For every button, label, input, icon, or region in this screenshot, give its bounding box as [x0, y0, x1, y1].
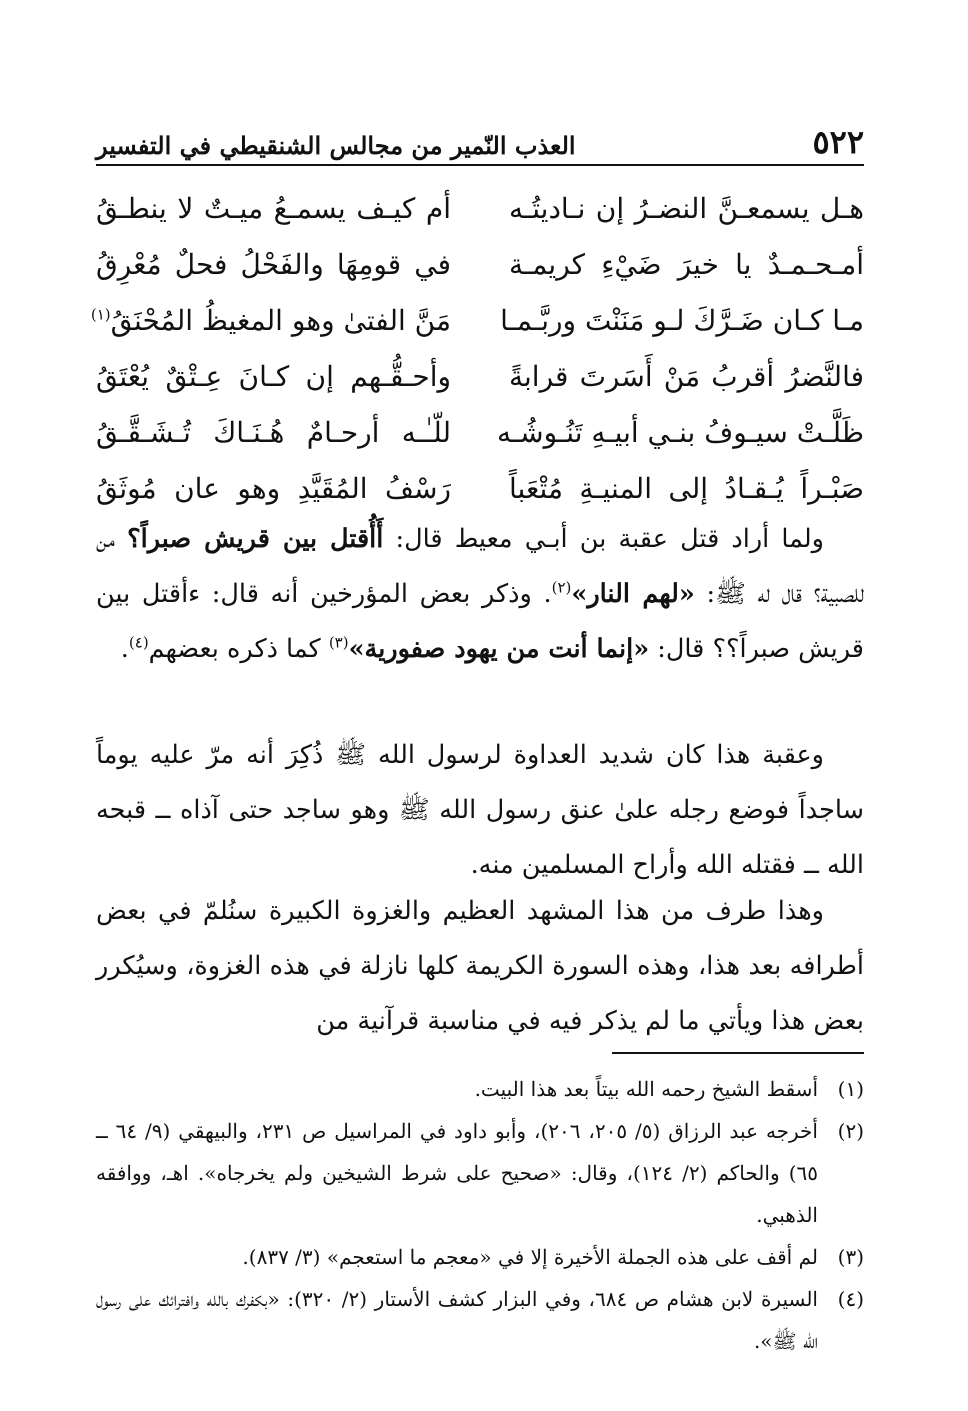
verse-second-hemistich: رَسْفُ المُقَيَّدِ وهو عان مُوثَقُ	[96, 471, 451, 505]
paragraph-text: .	[120, 634, 129, 664]
paragraph-text: وهذا طرف من هذا المشهد العظيم والغزوة الكبيرة سنُلمّ في بعض أطرافه بعد هذا، وهذه السورة الكريمة كلها نازلة في هذه الغزوة، وسيُكرر بعض هذا ويأتي ما لم يذكر فيه في مناسبة قرآنية من	[96, 896, 864, 1036]
verse-second-hemistich: في قومِهَا والفَحْلُ فحلٌ مُعْرِقُ	[96, 247, 451, 281]
footnote	[96, 1236, 864, 1278]
footnote-text: أسقط الشيخ رحمه الله بيتاً بعد هذا البيت.	[474, 1077, 818, 1101]
paragraph-text: وعقبة هذا كان شديد العداوة لرسول الله ﷺ ذُكِرَ أنه مرّ عليه يوماً ساجداً فوضع رجله علىٰ عنق رسول الله ﷺ وهو ساجد حتى آذاه ــ قبحه الله ــ فقتله الله وأراح المسلمين منه.	[96, 740, 864, 880]
paragraph-text: . وذكر بعض المؤرخين أنه قال: ءأقتل بين قريش صبراً؟؟ قال:	[96, 579, 864, 664]
verse-first-hemistich: أمـحـمـدٌ يا خيرَ ضَيْءِ كريمـة	[509, 247, 864, 281]
poem-verse	[96, 460, 864, 516]
poem	[90, 180, 864, 516]
verse-second-hemistich: وأحـقُّـهم إن كـانَ عِـتْقٌ يُعْتَقُ	[96, 359, 451, 393]
paragraph-text: من للصبية؟ قال له ﷺ:	[96, 524, 864, 609]
verse-first-hemistich: هـل يسمعـنَّ النضـرُ إن نـاديتُـه	[509, 191, 864, 225]
paragraph	[96, 884, 864, 1049]
page-header	[96, 112, 864, 166]
verse-first-hemistich: فالنَّضرُ أقربُ مَنْ أَسَرتَ قرابةً	[509, 359, 864, 393]
verse-first-hemistich: صَبْـراً يُـقـادُ إلى المنيـةِ مُتْعَباً	[509, 471, 864, 505]
footnote-text: لم أقف على هذه الجملة الأخيرة إلا في «معجم ما استعجم» (٣/ ٨٣٧).	[242, 1245, 818, 1269]
paragraph	[96, 512, 864, 677]
poem-verse	[96, 348, 864, 404]
paragraph-text: كما ذكره بعضهم	[148, 634, 329, 664]
paragraph-text: ولما أراد قتل عقبة بن أبـي معيط قال:	[383, 524, 824, 554]
poem-verse	[96, 236, 864, 292]
verse-first-hemistich: مـا كـان ضَـرَّكَ لـو مَنَنْتَ وربَّـمـا	[500, 303, 864, 337]
footnote-separator	[612, 1052, 864, 1054]
verse-second-hemistich: للّـٰـه أرحـامٌ هُـنَـاكَ تُـشَـقَّـقُ	[96, 415, 451, 449]
quoted-speech: أَأُقتل بين قريش صبراً؟	[127, 524, 384, 554]
footnotes	[96, 1068, 864, 1362]
verse-first-hemistich: ظَلَّـتْ سيـوفُ بنـي أبيـهِ تَنُـوشُـه	[496, 415, 864, 449]
footnote-ref: (١)	[90, 305, 111, 324]
page-number: ٥٢٢	[812, 123, 864, 161]
verse-text: مَنَّ الفتىٰ وهو المغيظُ المُحْنَقُ	[110, 303, 451, 337]
footnote-number: (٣)	[837, 1245, 864, 1269]
footnote-number: (٤)	[837, 1287, 864, 1311]
footnote	[96, 1278, 864, 1362]
paragraph	[96, 728, 864, 893]
footnote-number: (٢)	[837, 1119, 864, 1143]
poem-verse	[90, 292, 864, 348]
hadith-quote: «لهم النار»	[571, 579, 695, 609]
footnote-text: السيرة لابن هشام ص ٦٨٤، وفي البزار كشف الأستار (٢/ ٣٢٠): «بكفرك بالله وافترائك على رسول الله ﷺ».	[96, 1287, 818, 1353]
footnote	[96, 1110, 864, 1236]
footnote-ref: (٢)	[551, 578, 572, 597]
verse-second-hemistich	[90, 303, 451, 337]
footnote-ref: (٣)	[328, 633, 349, 652]
poem-verse	[96, 180, 864, 236]
footnote-number: (١)	[837, 1077, 864, 1101]
verse-second-hemistich: أم كيـف يسمـعُ ميـتٌ لا ينطـقُ	[96, 191, 451, 225]
running-title: العذب النّمير من مجالس الشنقيطي في التفسير	[96, 131, 576, 160]
footnote-text: أخرجه عبد الرزاق (٥/ ٢٠٥، ٢٠٦)، وأبو داود في المراسيل ص ٢٣١، والبيهقي (٩/ ٦٤ ــ ٦٥) والحاكم (٢/ ١٢٤)، وقال: «صحيح على شرط الشيخين ولم يخرجاه». اهـ، ووافقه الذهبي.	[96, 1119, 818, 1227]
footnote-ref: (٤)	[128, 633, 149, 652]
poem-verse	[96, 404, 864, 460]
footnote	[96, 1068, 864, 1110]
quoted-speech: «إنما أنت من يهود صفورية»	[348, 634, 650, 664]
